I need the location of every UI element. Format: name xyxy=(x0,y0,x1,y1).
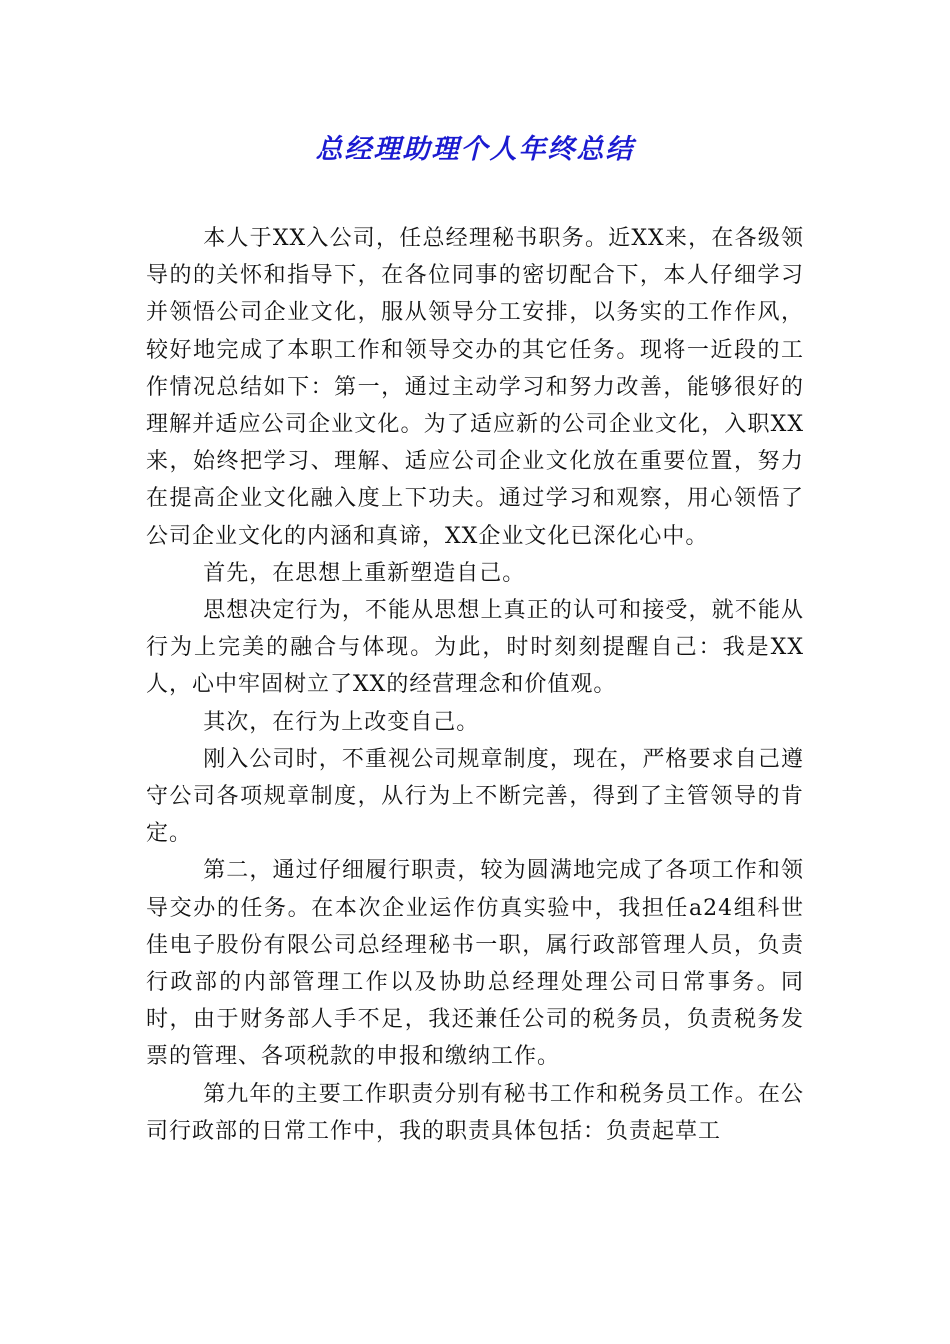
paragraph-3: 思想决定行为，不能从思想上真正的认可和接受，就不能从行为上完美的融合与体现。为此，时时刻刻提醒自己：我是XX人，心中牢固树立了XX的经营理念和价值观。 xyxy=(146,598,804,698)
document-title: 总经理助理个人年终总结 xyxy=(315,134,635,165)
paragraph-2: 首先，在思想上重新塑造自己。 xyxy=(203,560,526,586)
document-body xyxy=(146,220,804,1150)
paragraph-7: 第九年的主要工作职责分别有秘书工作和税务员工作。在公司行政部的日常工作中，我的职责具体包括：负责起草工 xyxy=(146,1081,804,1144)
paragraph-4: 其次，在行为上改变自己。 xyxy=(203,709,480,735)
paragraph-5: 刚入公司时，不重视公司规章制度，现在，严格要求自己遵守公司各项规章制度，从行为上不断完善，得到了主管领导的肯定。 xyxy=(146,746,804,847)
paragraph-1: 本人于XX入公司，任总经理秘书职务。近XX来，在各级领导的的关怀和指导下，在各位同事的密切配合下，本人仔细学习并领悟公司企业文化，服从领导分工安排，以务实的工作作风，较好地完成了本职工作和领导交办的其它任务。现将一近段的工作情况总结如下：第一，通过主动学习和努力改善，能够很好的理解并适应公司企业文化。为了适应新的公司企业文化，入职XX来，始终把学习、理解、适应公司企业文化放在重要位置，努力在提高企业文化融入度上下功夫。通过学习和观察，用心领悟了公司企业文化的内涵和真谛，XX企业文化已深化心中。 xyxy=(146,226,804,549)
paragraph-6: 第二，通过仔细履行职责，较为圆满地完成了各项工作和领导交办的任务。在本次企业运作仿真实验中，我担任a24组科世佳电子股份有限公司总经理秘书一职，属行政部管理人员，负责行政部的内部管理工作以及协助总经理处理公司日常事务。同时，由于财务部人手不足，我还兼任公司的税务员，负责税务发票的管理、各项税款的申报和缴纳工作。 xyxy=(146,858,804,1070)
